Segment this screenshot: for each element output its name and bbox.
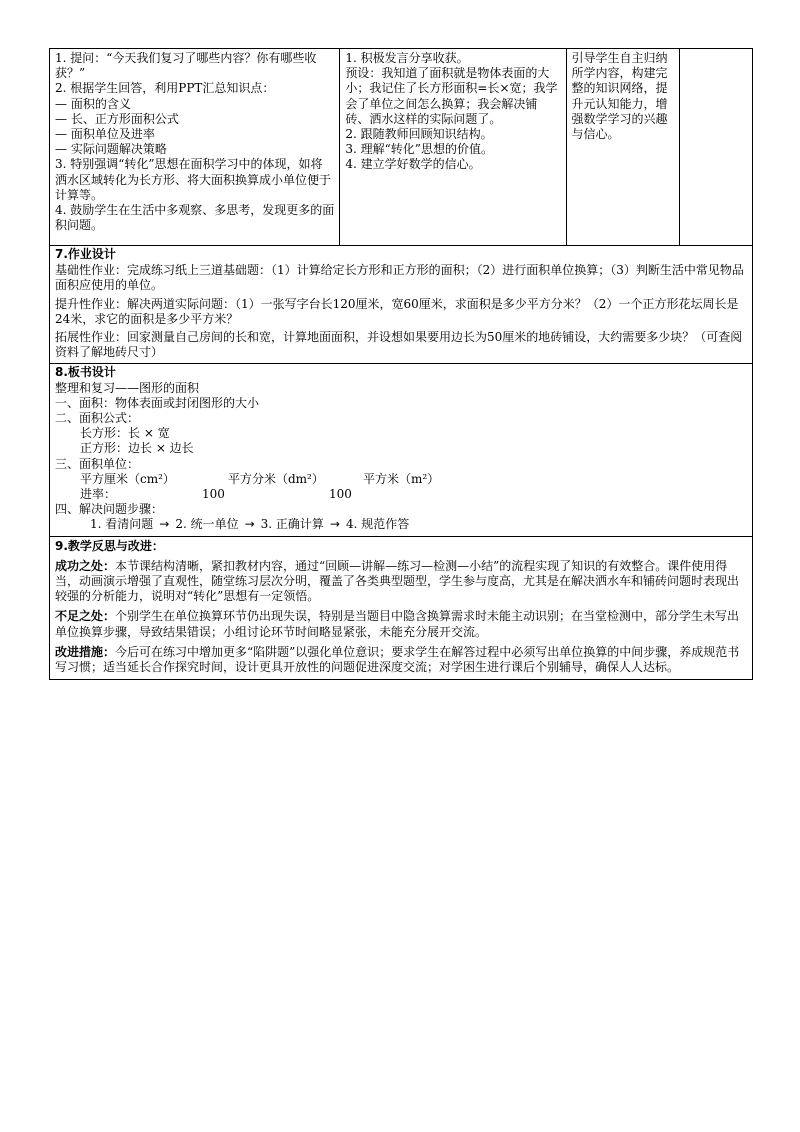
homework-cell — [50, 246, 753, 364]
student-activity-cell — [340, 49, 566, 246]
arrow-icon: → — [159, 517, 170, 532]
step-3: 3. 正确计算 — [260, 517, 324, 532]
step-2: 2. 统一单位 — [175, 517, 239, 532]
homework-row — [50, 246, 753, 364]
reflection-success — [55, 559, 747, 605]
improve-label: 改进措施： — [55, 644, 116, 659]
step-4: 4. 规范作答 — [345, 517, 410, 532]
success-text: 本节课结构清晰，紧扣教材内容，通过“回顾—讲解—练习—检测—小结”的流程实现了知识的有效整合。课件使用得当，动画演示增强了直观性，随堂练习层次分明，覆盖了各类典型题型，学生参与度高，尤其是在解决洒水车和铺砖问题时表现出较强的分析能力，说明对“转化”思想有一定领悟。 — [55, 558, 740, 604]
student-step-4: 4. 建立学好数学的信心。 — [345, 157, 481, 172]
teacher-step-3: 3. 特别强调“转化”思想在面积学习中的体现，如将洒水区域转化为长方形、将大面积换算成小单位便于计算等。 — [55, 157, 332, 202]
empty-cell — [680, 49, 753, 246]
board-section-3: 三、面积单位： — [55, 456, 140, 471]
unit-m2: 平方米（m²） — [363, 471, 440, 486]
reflection-improvement — [55, 645, 747, 675]
rate-label: 进率： — [80, 487, 117, 502]
reflection-weakness — [55, 609, 747, 639]
design-intent-text: 引导学生自主归纳所学内容，构建完整的知识网络，提升元认知能力，增强数学学习的兴趣与信心。 — [571, 51, 668, 142]
reflection-title: 9.教学反思与改进： — [55, 538, 164, 553]
teacher-activity-cell — [50, 49, 340, 246]
board-heading: 整理和复习——图形的面积 — [55, 380, 200, 395]
arrow-icon: → — [244, 517, 255, 532]
board-section-1: 一、面积：物体表面或封闭图形的大小 — [55, 395, 260, 410]
board-units-row — [55, 472, 747, 487]
success-label: 成功之处： — [55, 558, 116, 573]
teacher-point-1: — 面积的含义 — [55, 96, 131, 111]
arrow-icon: → — [329, 517, 340, 532]
weak-label: 不足之处： — [55, 609, 116, 624]
improve-text: 今后可在练习中增加更多“陷阱题”以强化单位意识；要求学生在解答过程中必须写出单位换算的中间步骤，养成规范书写习惯；适当延长合作探究时间，设计更具开放性的问题促进深度交流；对学困生进行课后个别辅导，确保人人达标。 — [55, 644, 740, 675]
teacher-point-2: — 长、正方形面积公式 — [55, 111, 179, 126]
teacher-point-4: — 实际问题解决策略 — [55, 142, 167, 157]
board-rectangle-formula: 长方形：长 × 宽 — [80, 426, 170, 441]
weak-text: 个别学生在单位换算环节仍出现失误，特别是当题目中隐含换算需求时未能主动识别；在当堂检测中，部分学生未写出单位换算步骤，导致结果错误；小组讨论环节时间略显紧张，未能充分展开交流。 — [55, 609, 740, 639]
student-step-1: 1. 积极发言分享收获。 — [345, 51, 469, 65]
reflection-cell — [50, 536, 753, 680]
unit-dm2: 平方分米（dm²） — [228, 471, 324, 486]
homework-extended: 拓展性作业：回家测量自己房间的长和宽，计算地面面积，并设想如果要用边长为50厘米的地砖铺设，大约需要多少块？（可查阅资料了解地砖尺寸） — [55, 330, 743, 360]
student-preset: 预设：我知道了面积就是物体表面的大小；我记住了长方形面积=长×宽；我学会了单位之间怎么换算；我会解决铺砖、洒水这样的实际问题了。 — [345, 66, 558, 126]
reflection-row — [50, 536, 753, 680]
lesson-plan-table — [49, 48, 753, 680]
board-rate-row — [55, 487, 747, 502]
board-cell — [50, 364, 753, 536]
homework-basic: 基础性作业：完成练习纸上三道基础题：（1）计算给定长方形和正方形的面积；（2）进行面积单位换算；（3）判断生活中常见物品面积应使用的单位。 — [55, 263, 744, 293]
teacher-step-1: 1. 提问：“今天我们复习了哪些内容？你有哪些收获？” — [55, 51, 317, 81]
design-intent-cell — [566, 49, 680, 246]
board-section-2: 二、面积公式： — [55, 411, 140, 426]
rate-value-1: 100 — [202, 487, 225, 502]
summary-activity-row — [50, 49, 753, 246]
board-square-formula: 正方形：边长 × 边长 — [80, 441, 194, 456]
teacher-step-4: 4. 鼓励学生在生活中多观察、多思考，发现更多的面积问题。 — [55, 203, 335, 233]
student-step-3: 3. 理解“转化”思想的价值。 — [345, 142, 493, 157]
student-step-2: 2. 跟随教师回顾知识结构。 — [345, 127, 493, 142]
board-steps-row — [55, 517, 747, 532]
board-row — [50, 364, 753, 536]
lesson-plan-page — [49, 48, 753, 680]
teacher-point-3: — 面积单位及进率 — [55, 127, 155, 142]
board-title: 8.板书设计 — [55, 365, 116, 380]
unit-cm2: 平方厘米（cm²） — [80, 471, 175, 486]
rate-value-2: 100 — [329, 487, 352, 502]
homework-advanced: 提升性作业：解决两道实际问题：（1）一张写字台长120厘米，宽60厘米，求面积是多少平方分米？（2）一个正方形花坛周长是24米，求它的面积是多少平方米？ — [55, 296, 739, 326]
homework-title: 7.作业设计 — [55, 247, 116, 261]
teacher-step-2: 2. 根据学生回答，利用PPT汇总知识点： — [55, 81, 275, 96]
step-1: 1. 看清问题 — [90, 517, 154, 532]
board-section-4: 四、解决问题步骤： — [55, 502, 164, 517]
